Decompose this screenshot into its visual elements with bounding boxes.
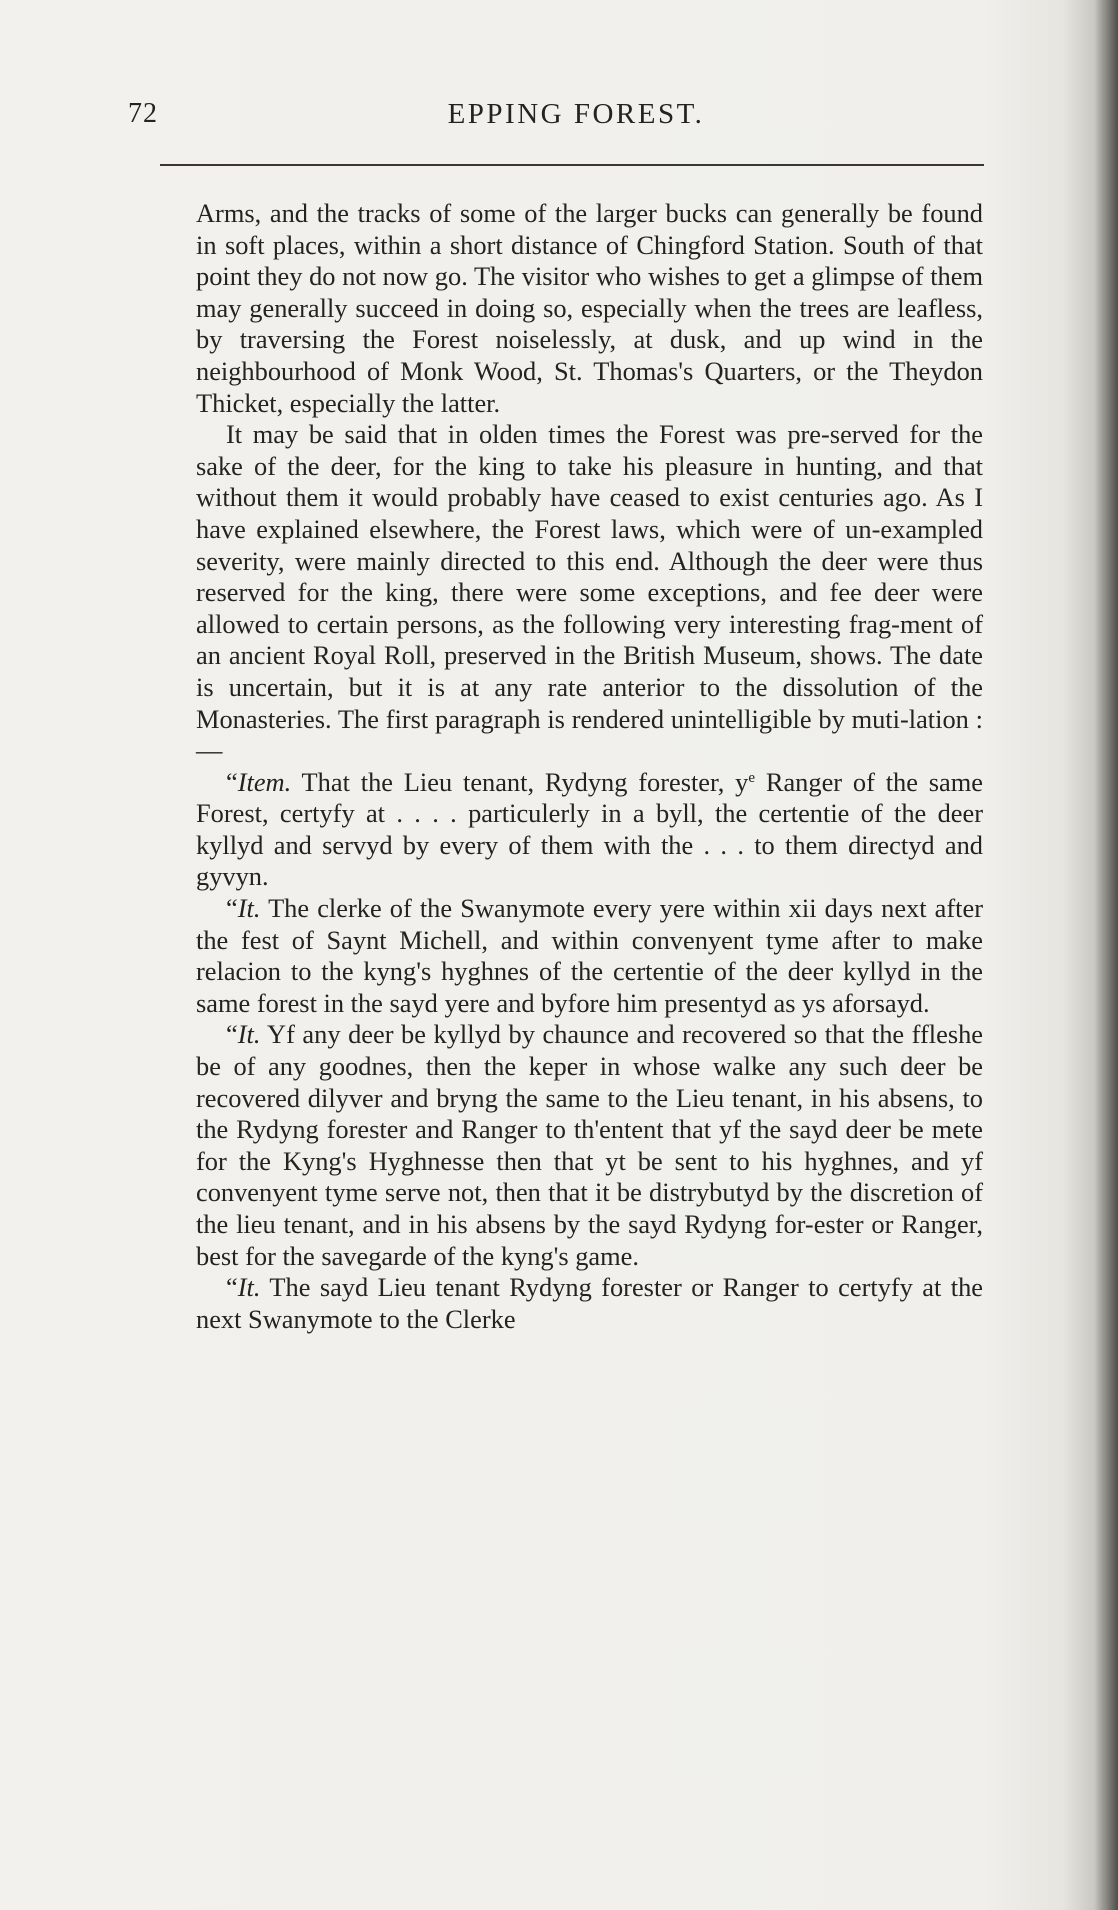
quote-text: Yf any deer be kyllyd by chaunce and recovered so that the ffleshe be of any goodnes, then the keper in whose walke any such deer be recovered dilyver and bryng the same to the Lieu tenant, in his absens, to the Rydyng forester and Ranger to th'entent that yf the sayd deer be mete for the Kyng's Hyghnesse then that yt be sent to his hyghnes, and yf convenyent tyme serve not, then that it be distrybutyd by the discretion of the lieu tenant, and in his absens by the sayd Rydyng for-ester or Ranger, best for the savegarde of the kyng's game. <box>196 1019 983 1271</box>
open-quote: “ <box>226 766 238 797</box>
quote-item-3 <box>196 1019 983 1272</box>
page-spine-shadow <box>1094 0 1118 1910</box>
open-quote: “ <box>226 893 238 924</box>
item-lead: It. <box>237 1272 261 1303</box>
open-quote: “ <box>226 1019 238 1050</box>
item-lead: It. <box>237 1019 261 1050</box>
body-text <box>196 198 983 1335</box>
quote-text: The sayd Lieu tenant Rydyng forester or Ranger to certyfy at the next Swanymote to the Clerke <box>196 1272 983 1334</box>
quote-text-cont: Ranger of the same Forest, certyfy at . . . . particulerly in a byll, the certentie of the deer kyllyd and servyd by every of them with the . . . to them directyd and gyvyn. <box>196 766 983 892</box>
page-number: 72 <box>128 98 158 129</box>
superscript-e: e <box>748 769 756 786</box>
quote-text: That the Lieu tenant, Rydyng forester, y <box>291 766 749 797</box>
quote-item-1 <box>196 767 983 893</box>
header-rule <box>160 164 984 166</box>
running-head <box>128 98 984 138</box>
open-quote: “ <box>226 1272 238 1303</box>
quote-item-4 <box>196 1272 983 1335</box>
running-title: EPPING FOREST. <box>447 98 705 130</box>
quote-text: The clerke of the Swanymote every yere within xii days next after the fest of Saynt Michell, and within convenyent tyme after to make relacion to the kyng's hyghnes of the certentie of the deer kyllyd in the same forest in the sayd yere and byfore him presentyd as ys aforsayd. <box>196 893 983 1018</box>
item-lead: It. <box>237 893 261 924</box>
paragraph-1: Arms, and the tracks of some of the larger bucks can generally be found in soft places, within a short distance of Chingford Station. South of that point they do not now go. The visitor who wishes to get a glimpse of them may generally succeed in doing so, especially when the trees are leafless, by traversing the Forest noiselessly, at dusk, and up wind in the neighbourhood of Monk Wood, St. Thomas's Quarters, or the Theydon Thicket, especially the latter. <box>196 198 983 418</box>
item-lead: Item. <box>237 766 292 797</box>
paragraph-2: It may be said that in olden times the Forest was pre-served for the sake of the deer, for the king to take his pleasure in hunting, and that without them it would probably have ceased to exist centuries ago. As I have explained elsewhere, the Forest laws, which were of un-exampled severity, were mainly directed to this end. Although the deer were thus reserved for the king, there were some exceptions, and fee deer were allowed to certain persons, as the following very interesting frag-ment of an ancient Royal Roll, preserved in the British Museum, shows. The date is uncertain, but it is at any rate anterior to the dissolution of the Monasteries. The first paragraph is rendered unintelligible by muti-lation :— <box>196 419 983 766</box>
quote-item-2 <box>196 893 983 1019</box>
